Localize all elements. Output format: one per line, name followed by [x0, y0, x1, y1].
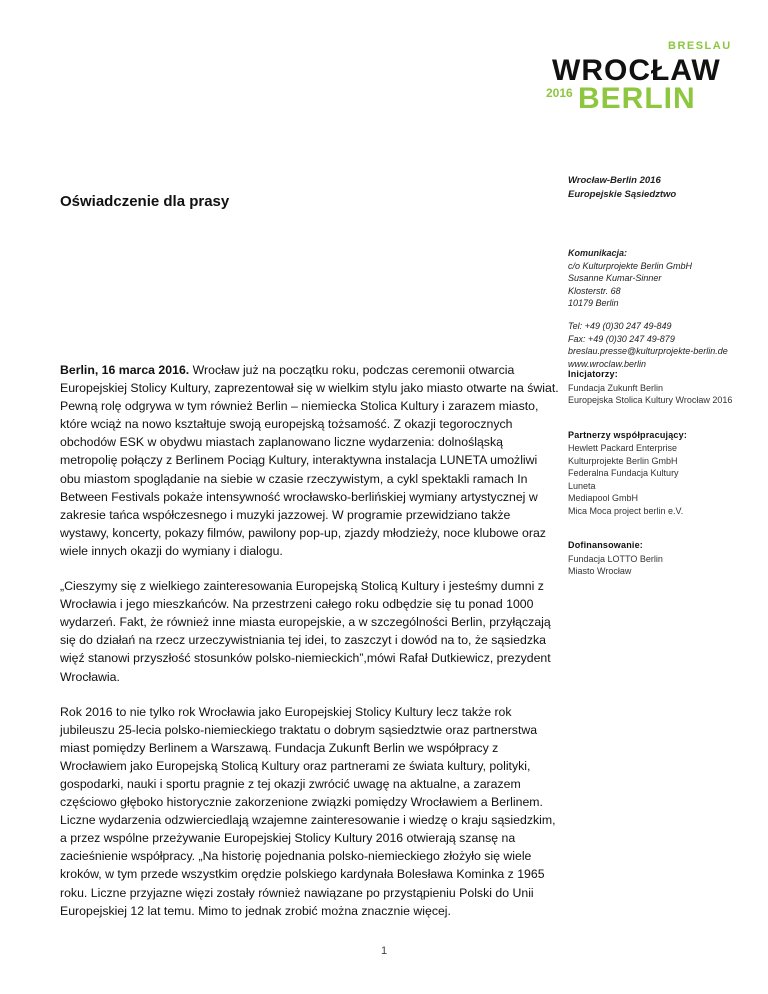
project-name: Wrocław-Berlin 2016	[568, 175, 661, 186]
contact-line: c/o Kulturprojekte Berlin GmbH	[568, 260, 693, 271]
contact-tel: Tel: +49 (0)30 247 49-849	[568, 320, 672, 331]
logo-berlin: BERLIN	[578, 82, 696, 115]
funding-group	[568, 539, 758, 578]
logo-wroclaw: WROCŁAW	[552, 54, 721, 87]
list-item: Fundacja LOTTO Berlin	[568, 553, 663, 564]
dateline: Berlin, 16 marca 2016.	[60, 363, 190, 377]
list-item: Mediapool GmbH	[568, 493, 639, 503]
list-item: Miasto Wrocław	[568, 566, 632, 576]
sidebar	[568, 368, 758, 595]
partners-group	[568, 429, 758, 518]
logo	[542, 40, 732, 118]
contact-heading: Komunikacja:	[568, 248, 628, 258]
list-item: Mica Moca project berlin e.V.	[568, 505, 684, 516]
list-item: Europejska Stolica Kultury Wrocław 2016	[568, 395, 733, 405]
initiators-group	[568, 368, 758, 407]
list-item: Federalna Fundacja Kultury	[568, 468, 679, 478]
project-subtitle: Europejskie Sąsiedztwo	[568, 189, 677, 200]
contact-email[interactable]: breslau.presse@kulturprojekte-berlin.de	[568, 346, 728, 357]
contact-web[interactable]: www.wroclaw.berlin	[568, 358, 647, 369]
press-release-body	[60, 361, 560, 920]
paragraph-1-text: Wrocław już na początku roku, podczas ceremonii otwarcia Europejskiej Stolicy Kultury, zaprezentował się w wielkim stylu jako miasto otwarte na świat. Pewną rolę odgrywa w tym również Berlin – niemiecka Stolica Kultury i zarazem miasto, które wciąż na nowo kształtuje swoją europejską tożsamość. Z okazji tegorocznych obchodów ESK w obydwu miastach zaplanowano liczne wydarzenia: dolnośląską metropolię połączy z Berlinem Pociąg Kultury, interaktywna instalacja LUNETA umożliwi obu miastom spoglądanie na siebie w czasie rzeczywistym, a cykl spektakli ramach In Between Festivals pokaże intensywność wrocławsko-berlińskiej wymiany artystycznej w zakresie tańca współczesnego i muzyki jazzowej. W programie przewidziano także wystawy, koncerty, pokazy filmów, pawilony pop-up, zjazdy młodzieży, noce klubowe oraz wiele innych okazji do wymiany i dialogu.	[60, 363, 559, 558]
list-item: Fundacja Zukunft Berlin	[568, 382, 664, 393]
list-item: Hewlett Packard Enterprise	[568, 443, 678, 453]
partners-heading: Partnerzy współpracujący:	[568, 429, 688, 440]
project-header	[568, 174, 676, 202]
contact-fax: Fax: +49 (0)30 247 49-879	[568, 333, 675, 344]
contact-line: Klosterstr. 68	[568, 285, 621, 296]
contact-block	[568, 247, 728, 370]
initiators-heading: Inicjatorzy:	[568, 369, 618, 379]
paragraph-3: Rok 2016 to nie tylko rok Wrocławia jako Europejskiej Stolicy Kultury lecz także rok jubileuszu 25-lecia polsko-niemieckiego traktatu o dobrym sąsiedztwie oraz partnerstwa miast pomiędzy Berlinem a Warszawą. Fundacja Zukunft Berlin we współpracy z Wrocławiem jako Europejską Stolicą Kultury oraz partnerami ze świata kultury, polityki, gospodarki, nauki i sportu pragnie z tej okazji zwrócić uwagę na aktualne, a zarazem częściowo głęboko historycznie zakorzenione związki pomiędzy Wrocławiem a Berlinem. Liczne wydarzenia odzwierciedlają wzajemne zainteresowanie i wiedzę o kraju sąsiedzkim, a przez wspólne przeżywanie Europejskiej Stolicy Kultury 2016 otwierają szansę na zacieśnienie współpracy. „Na historię pojednania polsko-niemieckiego złożyło się wiele kroków, w tym przede wszystkim orędzie polskiego kardynała Bolesława Kominka z 1965 roku. Liczne przyjazne więzi zostały również nawiązane po przystąpieniu Polski do Unii Europejskiej 12 lat temu. Mimo to jednak zrobić można znacznie więcej.	[60, 704, 556, 918]
contact-line: 10179 Berlin	[568, 298, 619, 309]
list-item: Luneta	[568, 480, 596, 491]
paragraph-1	[60, 361, 560, 560]
contact-line: Susanne Kumar-Sinner	[568, 273, 662, 284]
logo-year: 2016	[546, 86, 573, 100]
funding-heading: Dofinansowanie:	[568, 540, 644, 550]
list-item: Kulturprojekte Berlin GmbH	[568, 455, 678, 466]
paragraph-2: „Cieszymy się z wielkiego zainteresowania Europejską Stolicą Kultury i jesteśmy dumni z Wrocławia i jego mieszkańców. Na przestrzeni całego roku odbędzie się tu ponad 1000 wydarzeń. Fakt, że również inne miasta europejskie, a w szczególności Berlin, przyłączają się do działań na rzecz urzeczywistniania tej idei, to zaszczyt i dowód na to, że sąsiedzka więź stanowi przyszłość stosunków polsko-niemieckich”,mówi Rafał Dutkiewicz, prezydent Wrocławia.	[60, 579, 551, 684]
logo-breslau: BRESLAU	[668, 40, 732, 52]
page-title: Oświadczenie dla prasy	[60, 193, 230, 210]
page-number: 1	[380, 945, 388, 957]
